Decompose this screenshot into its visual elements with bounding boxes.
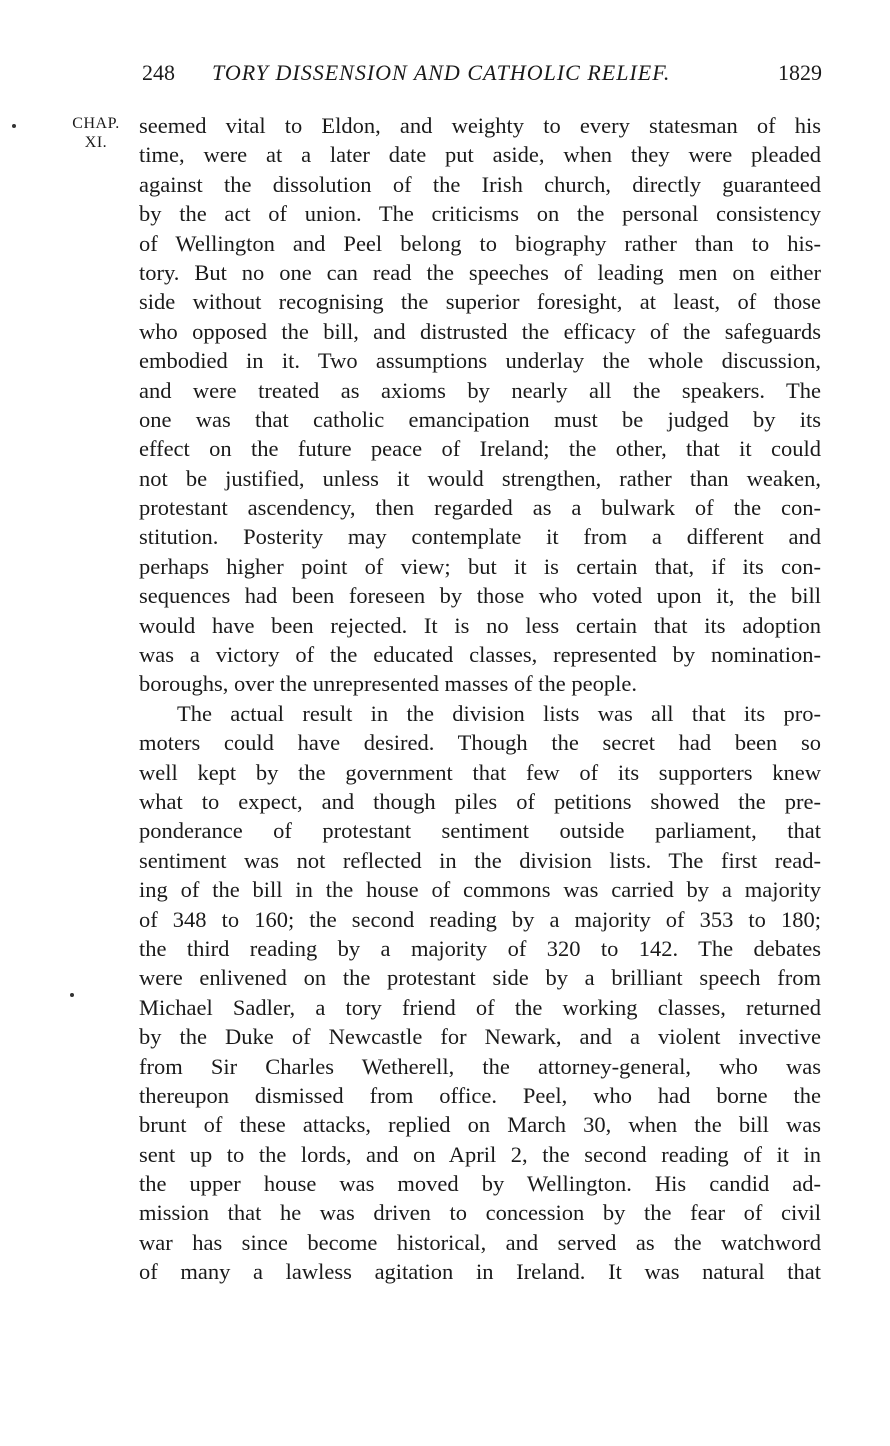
text-line: brunt of these attacks, replied on March 30, when the bill was [139, 1112, 821, 1138]
text-line: not be justified, unless it would strengthen, rather than weaken, [139, 465, 821, 491]
margin-mark [70, 993, 74, 997]
page-number: 248 [142, 60, 175, 85]
text-line: the third reading by a majority of 320 to 142. The debates [139, 935, 821, 961]
text-line: moters could have desired. Though the secret had been so [139, 730, 821, 756]
text-line: by the act of union. The criticisms on the personal consistency [139, 201, 821, 227]
text-line: sequences had been foreseen by those who voted upon it, the bill [139, 583, 821, 609]
text-line: well kept by the government that few of its supporters knew [139, 759, 821, 785]
body-text [139, 111, 821, 1287]
text-line: was a victory of the educated classes, represented by nomination- [139, 642, 821, 668]
text-line: sent up to the lords, and on April 2, the second reading of it in [139, 1141, 821, 1167]
running-year: 1829 [778, 60, 822, 85]
chapter-number: XI. [84, 134, 108, 151]
text-line: protestant ascendency, then regarded as a bulwark of the con- [139, 495, 821, 521]
text-line: Michael Sadler, a tory friend of the working classes, returned [139, 994, 821, 1020]
text-line: perhaps higher point of view; but it is certain that, if its con- [139, 553, 821, 579]
text-line: mission that he was driven to concession by the fear of civil [139, 1200, 821, 1226]
text-line: were enlivened on the protestant side by a brilliant speech from [139, 965, 821, 991]
running-head [142, 58, 822, 88]
text-line: time, were at a later date put aside, when they were pleaded [139, 142, 821, 168]
text-line: one was that catholic emancipation must be judged by its [139, 406, 821, 432]
running-title: TORY DISSENSION AND CATHOLIC RELIEF. [212, 60, 671, 85]
text-line: seemed vital to Eldon, and weighty to every statesman of his [139, 113, 821, 138]
text-line: against the dissolution of the Irish church, directly guaranteed [139, 171, 821, 197]
text-line: of Wellington and Peel belong to biography rather than to his- [139, 230, 821, 256]
text-line: who opposed the bill, and distrusted the efficacy of the safeguards [139, 318, 821, 344]
text-line: ponderance of protestant sentiment outside parliament, that [139, 818, 821, 844]
text-line: what to expect, and though piles of petitions showed the pre- [139, 788, 821, 814]
text-line: from Sir Charles Wetherell, the attorney-general, who was [139, 1053, 821, 1079]
chapter-side-note [56, 114, 136, 152]
text-line: tory. But no one can read the speeches of leading men on either [139, 259, 821, 285]
text-line: effect on the future peace of Ireland; the other, that it could [139, 436, 821, 462]
text-line: embodied in it. Two assumptions underlay the whole discussion, [139, 348, 821, 374]
text-line: of many a lawless agitation in Ireland. It was natural that [139, 1259, 821, 1285]
text-line: by the Duke of Newcastle for Newark, and a violent invective [139, 1024, 821, 1050]
text-line: ing of the bill in the house of commons was carried by a majority [139, 877, 821, 903]
chapter-label: CHAP. [72, 115, 120, 132]
text-line: would have been rejected. It is no less certain that its adoption [139, 612, 821, 638]
text-line: stitution. Posterity may contemplate it from a different and [139, 524, 821, 550]
text-line: war has since become historical, and served as the watchword [139, 1229, 821, 1255]
text-line: The actual result in the division lists was all that its pro- [177, 700, 821, 726]
text-line: the upper house was moved by Wellington. His candid ad- [139, 1171, 821, 1197]
text-line: side without recognising the superior foresight, at least, of those [139, 289, 821, 315]
text-line: of 348 to 160; the second reading by a majority of 353 to 180; [139, 906, 821, 932]
text-line: boroughs, over the unrepresented masses of the people. [139, 671, 637, 697]
text-line: sentiment was not reflected in the division lists. The first read- [139, 847, 821, 873]
text-line: thereupon dismissed from office. Peel, who had borne the [139, 1082, 821, 1108]
text-line: and were treated as axioms by nearly all the speakers. The [139, 377, 821, 403]
margin-mark [12, 124, 16, 128]
